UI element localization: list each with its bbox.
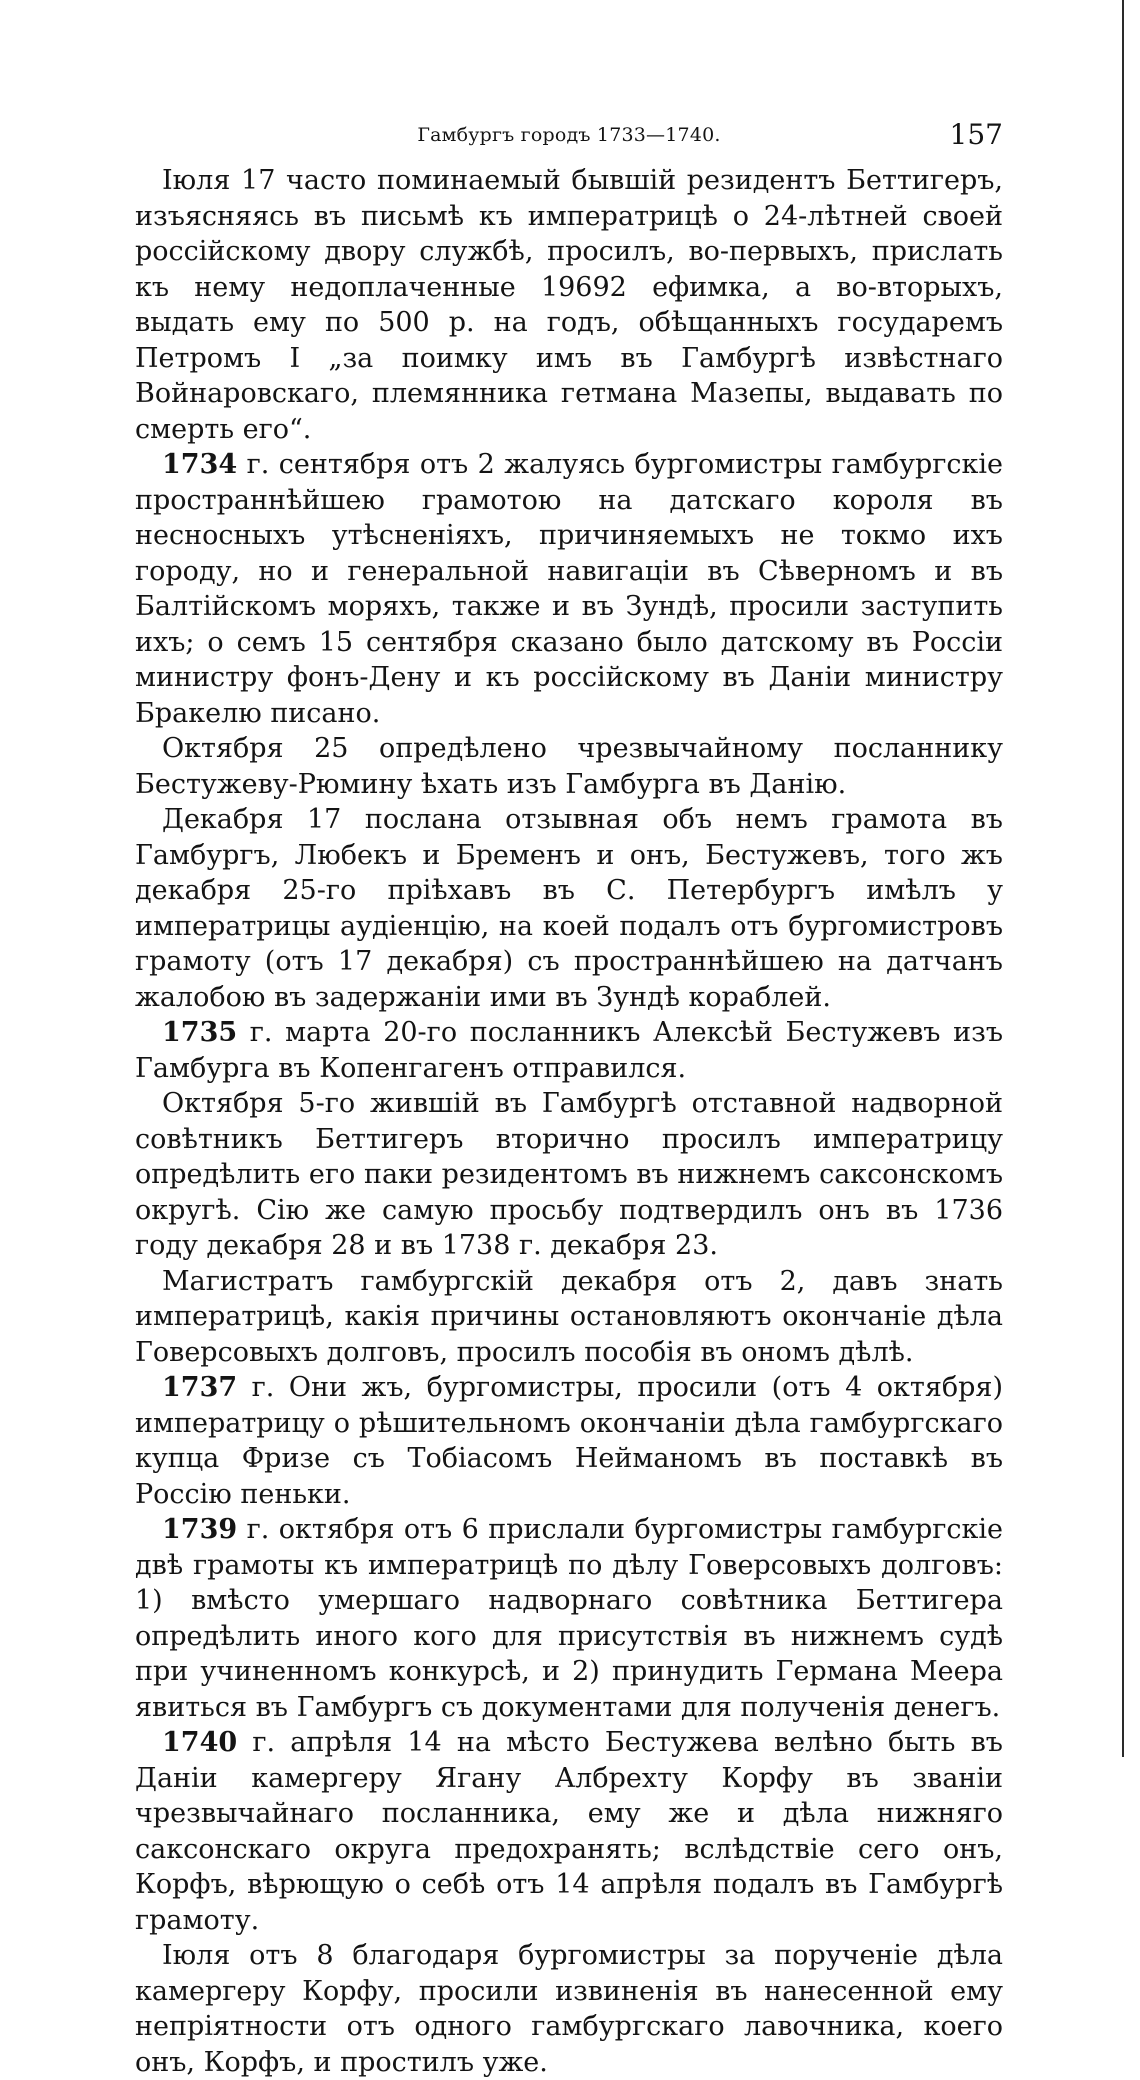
paragraph — [135, 731, 1003, 802]
paragraph — [135, 1370, 1003, 1512]
paragraph-year: 1734 — [162, 449, 238, 480]
paragraph — [135, 1086, 1003, 1264]
paragraph — [135, 1015, 1003, 1086]
paragraph — [135, 1512, 1003, 1725]
paragraph-text: Октября 25 опредѣлено чрезвычайному посланнику Бестужеву-Рюмину ѣхать изъ Гамбурга въ Данію. — [135, 733, 1003, 800]
paragraph-text: г. октября отъ 6 прислали бургомистры гамбургскіе двѣ грамоты къ императрицѣ по дѣлу Говерсовыхъ долговъ: 1) вмѣсто умершаго надворнаго совѣтника Беттигера опредѣлить иного кого для присутствія въ нижнемъ судѣ при учиненномъ конкурсѣ, и 2) принудить Германа Меера явиться въ Гамбургъ съ документами для полученія денегъ. — [135, 1514, 1003, 1723]
paragraph-text: г. Они жъ, бургомистры, просили (отъ 4 октября) императрицу о рѣшительномъ окончаніи дѣла гамбургскаго купца Фризе съ Тобіасомъ Нейманомъ въ поставкѣ въ Россію пеньки. — [135, 1372, 1003, 1510]
body-text — [135, 163, 1003, 2080]
paragraph — [135, 447, 1003, 731]
paragraph-year: 1740 — [162, 1727, 238, 1758]
paragraph — [135, 802, 1003, 1015]
paragraph-text: г. марта 20-го посланникъ Алексѣй Бестужевъ изъ Гамбурга въ Копенгагенъ отправился. — [135, 1017, 1003, 1084]
paragraph-text: Іюля 17 часто поминаемый бывшій резидентъ Беттигеръ, изъясняясь въ письмѣ къ императрицѣ о 24-лѣтней своей россійскому двору службѣ, просилъ, во-первыхъ, прислать къ нему недоплаченные 19692 ефимка, а во-вторыхъ, выдать ему по 500 р. на годъ, обѣщанныхъ государемъ Петромъ I „за поимку имъ въ Гамбургѣ извѣстнаго Войнаровскаго, племянника гетмана Мазепы, выдавать по смерть его“. — [135, 165, 1003, 445]
paragraph-year: 1739 — [162, 1514, 238, 1545]
paragraph-year: 1735 — [162, 1017, 238, 1048]
paragraph-year: 1737 — [162, 1372, 238, 1403]
page-number: 157 — [949, 118, 1003, 151]
paragraph — [135, 1938, 1003, 2080]
page-edge-rule — [1122, 0, 1124, 1757]
paragraph-text: Октября 5-го жившій въ Гамбургѣ отставной надворной совѣтникъ Беттигеръ вторично просилъ императрицу опредѣлить его паки резидентомъ въ нижнемъ саксонскомъ округѣ. Сію же самую просьбу подтвердилъ онъ въ 1736 году декабря 28 и въ 1738 г. декабря 23. — [135, 1088, 1003, 1261]
paragraph-text: г. апрѣля 14 на мѣсто Бестужева велѣно быть въ Даніи камергеру Ягану Албрехту Корфу въ званіи чрезвычайнаго посланника, ему же и дѣла нижняго саксонскаго округа предохранять; вслѣдствіе сего онъ, Корфъ, вѣрющую о себѣ отъ 14 апрѣля подалъ въ Гамбургѣ грамоту. — [135, 1727, 1003, 1936]
paragraph-text: Іюля отъ 8 благодаря бургомистры за порученіе дѣла камергеру Корфу, просили извиненія въ нанесенной ему непріятности отъ одного гамбургскаго лавочника, коего онъ, Корфъ, и простилъ уже. — [135, 1940, 1003, 2078]
running-title: Гамбургъ городъ 1733—1740. — [417, 124, 721, 146]
paragraph — [135, 1264, 1003, 1371]
paragraph — [135, 163, 1003, 447]
paragraph-text: Декабря 17 послана отзывная объ немъ грамота въ Гамбургъ, Любекъ и Бременъ и онъ, Бестужевъ, того жъ декабря 25-го пріѣхавъ въ С. Петербургъ имѣлъ у императрицы аудіенцію, на коей подалъ отъ бургомистровъ грамоту (отъ 17 декабря) съ пространнѣйшею на датчанъ жалобою въ задержаніи ими въ Зундѣ кораблей. — [135, 804, 1003, 1013]
paragraph-text: г. сентября отъ 2 жалуясь бургомистры гамбургскіе пространнѣйшею грамотою на датскаго короля въ несносныхъ утѣсненіяхъ, причиняемыхъ не токмо ихъ городу, но и генеральной навигаціи въ Сѣверномъ и въ Балтійскомъ моряхъ, также и въ Зундѣ, просили заступить ихъ; о семъ 15 сентября сказано было датскому въ Россіи министру фонъ-Дену и къ россійскому въ Даніи министру Бракелю писано. — [135, 449, 1003, 729]
page-header — [135, 118, 1003, 158]
paragraph-text: Магистратъ гамбургскій декабря отъ 2, давъ знать императрицѣ, какія причины остановляютъ окончаніе дѣла Говерсовыхъ долговъ, просилъ пособія въ ономъ дѣлѣ. — [135, 1265, 1003, 1368]
